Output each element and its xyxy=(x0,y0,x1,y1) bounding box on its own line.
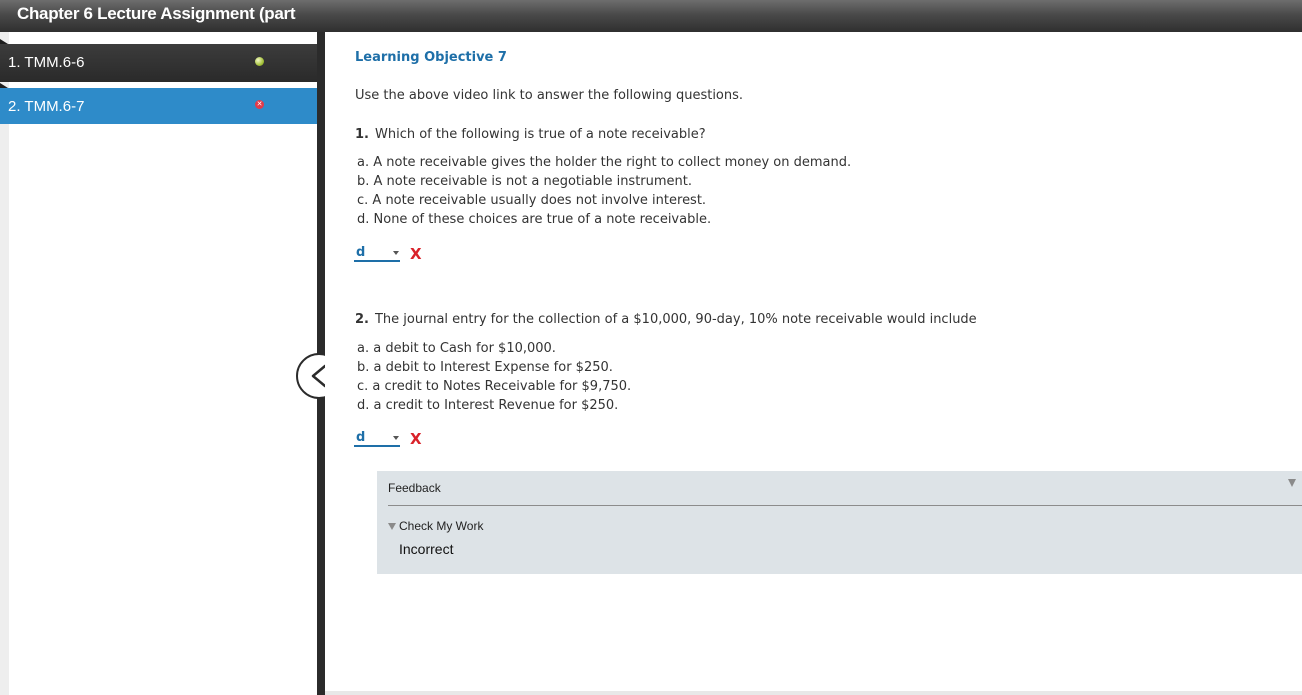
choice-d: d. a credit to Interest Revenue for $250. xyxy=(357,398,619,413)
learning-objective-title: Learning Objective 7 xyxy=(355,50,507,65)
expand-triangle-icon xyxy=(388,523,396,530)
assignment-title: Chapter 6 Lecture Assignment (part xyxy=(17,4,296,23)
choice-b: b. a debit to Interest Expense for $250. xyxy=(357,360,613,375)
sidebar-item-label: 1. TMM.6-6 xyxy=(8,54,85,71)
selected-value: d xyxy=(356,430,366,445)
question-text: The journal entry for the collection of a $10,000, 90-day, 10% note receivable would include xyxy=(374,312,977,327)
question-text: Which of the following is true of a note receivable? xyxy=(374,127,706,142)
bottom-edge xyxy=(325,691,1302,695)
question-1-prompt xyxy=(355,127,706,142)
dropdown-caret-icon xyxy=(393,436,399,440)
intro-text: Use the above video link to answer the following questions. xyxy=(355,88,744,103)
sidebar xyxy=(0,32,317,695)
choice-a: a. A note receivable gives the holder the right to collect money on demand. xyxy=(357,155,852,170)
question-number: 1. xyxy=(355,127,369,142)
sidebar-item-tmm-6-6[interactable] xyxy=(0,44,317,82)
question-2-choices xyxy=(357,339,631,415)
question-1-answer xyxy=(354,245,422,263)
question-number: 2. xyxy=(355,312,369,327)
feedback-divider xyxy=(388,505,1302,506)
answer-select[interactable] xyxy=(354,246,400,262)
notch-decoration xyxy=(0,83,8,88)
question-1-choices xyxy=(357,153,851,229)
feedback-result: Incorrect xyxy=(399,541,454,557)
sidebar-item-label: 2. TMM.6-7 xyxy=(8,98,85,115)
main-content xyxy=(325,32,1302,695)
choice-a: a. a debit to Cash for $10,000. xyxy=(357,341,556,356)
incorrect-mark-icon: X xyxy=(410,245,422,263)
choice-c: c. A note receivable usually does not involve interest. xyxy=(357,193,707,208)
check-my-work-label: Check My Work xyxy=(399,519,484,533)
sidebar-item-tmm-6-7[interactable] xyxy=(0,88,317,124)
status-dot-icon xyxy=(255,57,264,66)
dropdown-caret-icon xyxy=(393,251,399,255)
feedback-title: Feedback xyxy=(388,481,441,495)
feedback-panel xyxy=(377,471,1302,574)
check-my-work-toggle[interactable] xyxy=(388,519,483,533)
question-2-answer xyxy=(354,430,422,448)
selected-value: d xyxy=(356,245,366,260)
answer-select[interactable] xyxy=(354,431,400,447)
incorrect-mark-icon: X xyxy=(410,430,422,448)
choice-d: d. None of these choices are true of a note receivable. xyxy=(357,212,712,227)
choice-c: c. a credit to Notes Receivable for $9,750. xyxy=(357,379,632,394)
top-bar xyxy=(0,0,1302,32)
choice-b: b. A note receivable is not a negotiable instrument. xyxy=(357,174,693,189)
error-icon: ✕ xyxy=(256,100,263,108)
notch-decoration xyxy=(0,39,8,44)
question-2-prompt xyxy=(355,312,977,327)
feedback-toggle-icon[interactable] xyxy=(1288,479,1296,487)
